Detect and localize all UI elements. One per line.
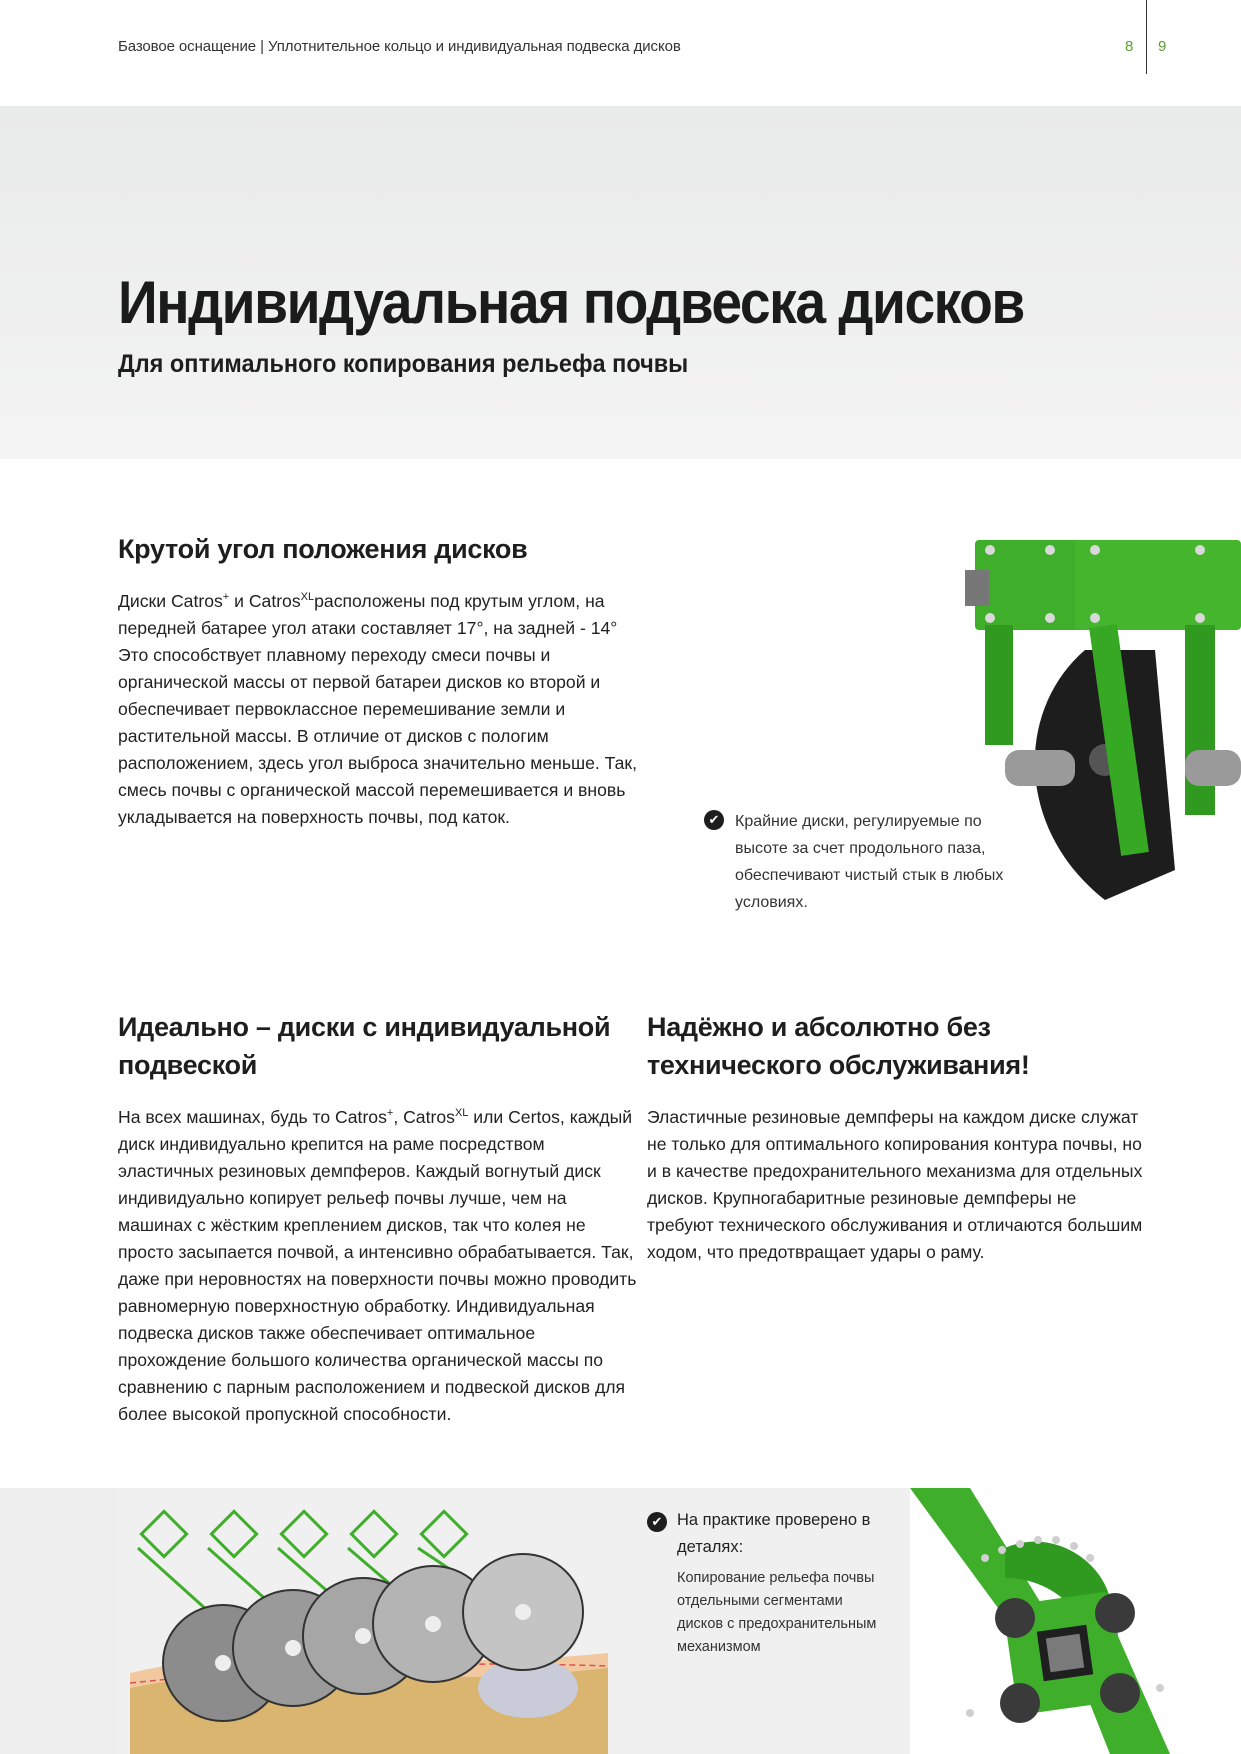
section-heading: Надёжно и абсолютно без технического обслуживания! (647, 1012, 1030, 1080)
callout-text: Копирование рельефа почвы отдельными сегментами дисков с предохранительным механизмом (677, 1570, 877, 1655)
running-head: Базовое оснащение | Уплотнительное кольцо и индивидуальная подвеска дисков (118, 38, 681, 55)
caption-edge-discs: Крайние диски, регулируемые по высоте за счет продольного паза, обеспечивают чистый стык в любых условиях. (735, 813, 1004, 911)
section-body: Диски Catros+ и Catros$^{XL}$расположены под крутым углом, на передней батарее угол атаки составляет 17°, на задней - 14° Это способствует плавному переходу смеси почвы и органической массы от первой батареи дисков ко второй и обеспечивает первоклассное перемешивание земли и растительной массы. В отличие от дисков с пологим расположением, здесь угол выброса значительно меньше. Так, смесь почвы с органической массой перемешивается и вновь укладывается на поверхность почвы, под каток. (118, 591, 637, 827)
page-divider (1146, 0, 1147, 74)
page-number-right: 9 (1158, 38, 1167, 55)
section-body: На всех машинах, будь то Catros+, Catros$^{XL}$ или Certos, каждый диск индивидуально крепится на раме посредством эластичных резиновых демпферов. Каждый вогнутый диск индивидуально копирует рельеф почвы лучше, чем на машинах с жёстким креплением дисков, так что колея не просто засыпается почвой, а интенсивно обрабатывается. Так, даже при неровностях на поверхности почвы можно проводить равномерную поверхностную обработку. Индивидуальная подвеска дисков также обеспечивает оптимальное прохождение большого количества органической массы по сравнению с парным расположением и подвеской дисков для более высокой пропускной способности. (118, 1107, 637, 1424)
check-icon: ✔ (647, 1512, 667, 1532)
page-subtitle: Для оптимального копирования рельефа почвы (118, 350, 689, 378)
rubber-damper-image (910, 1488, 1241, 1754)
check-icon: ✔ (704, 810, 724, 830)
section-maintenance-free (647, 1008, 1147, 1266)
callout-title: На практике проверено в деталях: (677, 1511, 871, 1556)
section-heading: Идеально – диски с индивидуальной подвеской (118, 1012, 611, 1080)
section-heading: Крутой угол положения дисков (118, 534, 528, 564)
section-body: Эластичные резиновые демпферы на каждом диске служат не только для оптимального копирования контура почвы, но и в качестве предохранительного механизма для отдельных дисков. Крупногабаритные резиновые демпферы не требуют технического обслуживания и отличаются большим ходом, что предотвращает удары о раму. (647, 1107, 1143, 1262)
section-individual-suspension (118, 1008, 638, 1428)
page-number-left: 8 (1125, 38, 1134, 55)
section-steep-angle (118, 530, 638, 831)
page-title: Индивидуальная подвеска дисков (118, 269, 1024, 336)
discs-illustration (118, 1488, 618, 1754)
